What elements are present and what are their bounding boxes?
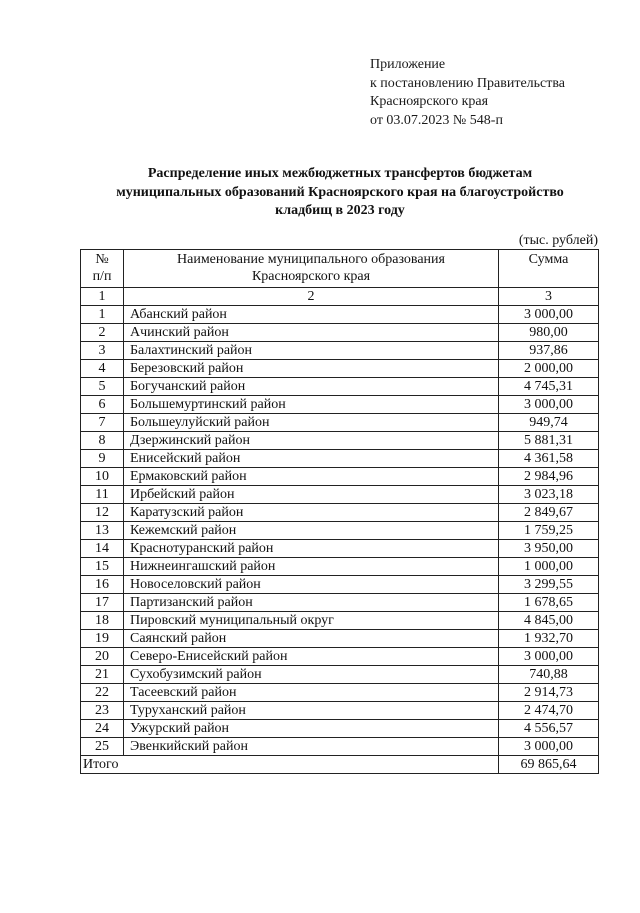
row-number: 13	[81, 522, 124, 540]
row-sum: 2 000,00	[499, 360, 599, 378]
row-sum: 3 023,18	[499, 486, 599, 504]
table-row	[81, 594, 599, 612]
column-number-1: 1	[81, 288, 124, 306]
row-name: Краснотуранский район	[124, 540, 499, 558]
header-sum: Сумма	[499, 250, 599, 288]
row-sum: 4 361,58	[499, 450, 599, 468]
table-row	[81, 540, 599, 558]
row-sum: 949,74	[499, 414, 599, 432]
row-number: 19	[81, 630, 124, 648]
row-name: Березовский район	[124, 360, 499, 378]
row-sum: 980,00	[499, 324, 599, 342]
appendix-line-2: к постановлению Правительства	[370, 75, 566, 91]
row-sum: 2 474,70	[499, 702, 599, 720]
title-line-1: Распределение иных межбюджетных трансфертов бюджетам	[147, 166, 533, 181]
row-sum: 4 745,31	[499, 378, 599, 396]
table-row	[81, 702, 599, 720]
row-name: Северо-Енисейский район	[124, 648, 499, 666]
row-sum: 740,88	[499, 666, 599, 684]
table-row	[81, 324, 599, 342]
row-name: Туруханский район	[124, 702, 499, 720]
row-name: Нижнеингашский район	[124, 558, 499, 576]
row-number: 2	[81, 324, 124, 342]
table-row	[81, 558, 599, 576]
row-sum: 3 000,00	[499, 306, 599, 324]
document-title	[80, 165, 600, 221]
row-name: Балахтинский район	[124, 342, 499, 360]
header-name	[124, 250, 499, 288]
column-number-3: 3	[499, 288, 599, 306]
row-number: 18	[81, 612, 124, 630]
row-name: Новоселовский район	[124, 576, 499, 594]
column-number-2: 2	[124, 288, 499, 306]
total-sum: 69 865,64	[499, 756, 599, 774]
row-name: Енисейский район	[124, 450, 499, 468]
row-sum: 3 000,00	[499, 396, 599, 414]
header-name-line-1: Наименование муниципального образования	[177, 252, 445, 267]
row-name: Ачинский район	[124, 324, 499, 342]
row-number: 3	[81, 342, 124, 360]
table-row	[81, 630, 599, 648]
table-row	[81, 450, 599, 468]
distribution-table	[80, 249, 599, 774]
row-number: 14	[81, 540, 124, 558]
total-row	[81, 756, 599, 774]
row-number: 15	[81, 558, 124, 576]
row-sum: 2 914,73	[499, 684, 599, 702]
table-row	[81, 612, 599, 630]
table-row	[81, 306, 599, 324]
row-number: 11	[81, 486, 124, 504]
header-number-line-2: п/п	[92, 269, 112, 284]
row-number: 22	[81, 684, 124, 702]
row-name: Пировский муниципальный округ	[124, 612, 499, 630]
table-row	[81, 738, 599, 756]
appendix-line-4: от 03.07.2023 № 548-п	[370, 112, 503, 128]
row-sum: 3 950,00	[499, 540, 599, 558]
row-name: Саянский район	[124, 630, 499, 648]
row-sum: 1 000,00	[499, 558, 599, 576]
row-name: Ирбейский район	[124, 486, 499, 504]
row-number: 5	[81, 378, 124, 396]
row-name: Тасеевский район	[124, 684, 499, 702]
header-number	[81, 250, 124, 288]
appendix-line-1: Приложение	[370, 57, 446, 72]
row-name: Большеулуйский район	[124, 414, 499, 432]
table-row	[81, 396, 599, 414]
table-header-row	[81, 250, 599, 288]
table-row	[81, 504, 599, 522]
table-row	[81, 486, 599, 504]
row-sum: 1 932,70	[499, 630, 599, 648]
table-row	[81, 522, 599, 540]
table-row	[81, 432, 599, 450]
table-row	[81, 720, 599, 738]
row-sum: 4 556,57	[499, 720, 599, 738]
row-number: 4	[81, 360, 124, 378]
row-name: Партизанский район	[124, 594, 499, 612]
row-number: 1	[81, 306, 124, 324]
row-name: Богучанский район	[124, 378, 499, 396]
row-sum: 1 759,25	[499, 522, 599, 540]
row-number: 24	[81, 720, 124, 738]
table-row	[81, 342, 599, 360]
row-name: Кежемский район	[124, 522, 499, 540]
row-name: Ермаковский район	[124, 468, 499, 486]
total-label: Итого	[81, 756, 499, 774]
row-sum: 3 000,00	[499, 738, 599, 756]
row-name: Ужурский район	[124, 720, 499, 738]
table-row	[81, 684, 599, 702]
row-name: Сухобузимский район	[124, 666, 499, 684]
table-row	[81, 576, 599, 594]
row-sum: 1 678,65	[499, 594, 599, 612]
appendix-line-3: Красноярского края	[370, 94, 489, 109]
row-name: Большемуртинский район	[124, 396, 499, 414]
row-number: 12	[81, 504, 124, 522]
row-name: Эвенкийский район	[124, 738, 499, 756]
row-number: 6	[81, 396, 124, 414]
header-number-line-1: №	[95, 252, 109, 267]
header-name-line-2: Красноярского края	[251, 269, 371, 284]
row-sum: 937,86	[499, 342, 599, 360]
row-number: 8	[81, 432, 124, 450]
row-number: 10	[81, 468, 124, 486]
table-row	[81, 648, 599, 666]
table-row	[81, 666, 599, 684]
row-sum: 2 984,96	[499, 468, 599, 486]
row-sum: 3 000,00	[499, 648, 599, 666]
row-name: Дзержинский район	[124, 432, 499, 450]
row-sum: 4 845,00	[499, 612, 599, 630]
row-number: 23	[81, 702, 124, 720]
table-row	[81, 378, 599, 396]
row-name: Каратузский район	[124, 504, 499, 522]
row-number: 9	[81, 450, 124, 468]
title-line-2: муниципальных образований Красноярского края на благоустройство	[116, 184, 564, 200]
row-sum: 5 881,31	[499, 432, 599, 450]
table-row	[81, 468, 599, 486]
row-number: 25	[81, 738, 124, 756]
column-numbers-row	[81, 288, 599, 306]
row-number: 20	[81, 648, 124, 666]
row-number: 16	[81, 576, 124, 594]
table-row	[81, 360, 599, 378]
appendix-block	[370, 56, 565, 130]
row-sum: 2 849,67	[499, 504, 599, 522]
unit-label: (тыс. рублей)	[518, 233, 598, 248]
row-number: 7	[81, 414, 124, 432]
row-name: Абанский район	[124, 306, 499, 324]
row-number: 21	[81, 666, 124, 684]
row-sum: 3 299,55	[499, 576, 599, 594]
title-line-3: кладбищ в 2023 году	[275, 203, 405, 218]
table-row	[81, 414, 599, 432]
row-number: 17	[81, 594, 124, 612]
